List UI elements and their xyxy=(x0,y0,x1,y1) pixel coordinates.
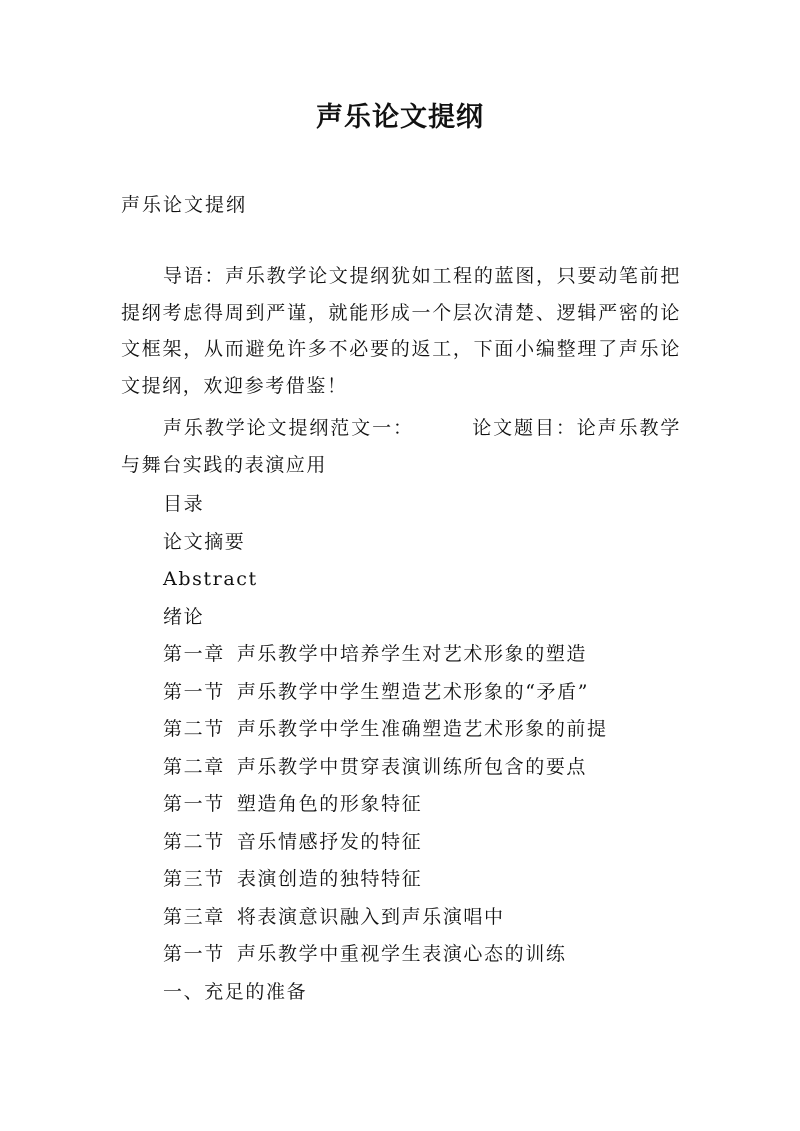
outline-item-text: 表演创造的独特特征 xyxy=(236,868,423,890)
intro-paragraph: 导语：声乐教学论文提纲犹如工程的蓝图，只要动笔前把提纲考虑得周到严谨，就能形成一个层次清楚、逻辑严密的论文框架，从而避免许多不必要的返工，下面小编整理了声乐论文提纲，欢迎参考借鉴！ xyxy=(121,265,681,397)
sample-label: 声乐教学论文提纲范文一： xyxy=(163,417,414,439)
outline-item-prefix: 第三节 xyxy=(163,868,225,890)
outline-item xyxy=(163,599,608,637)
outline-item xyxy=(163,899,608,937)
outline-item-text: 音乐情感抒发的特征 xyxy=(236,830,423,853)
outline-item-text: 声乐教学中学生塑造艺术形象的“矛盾” xyxy=(236,680,590,703)
outline-item xyxy=(163,486,608,524)
outline-item-prefix: 第三章 xyxy=(163,905,225,928)
outline-item-prefix: 第一节 xyxy=(163,680,225,703)
outline-item-text: 声乐教学中贯穿表演训练所包含的要点 xyxy=(236,755,588,778)
outline-item-text: 声乐教学中重视学生表演心态的训练 xyxy=(236,943,567,965)
outline-item xyxy=(163,524,608,562)
outline-item-text: 将表演意识融入到声乐演唱中 xyxy=(236,905,505,928)
outline-item xyxy=(163,674,608,712)
outline-item-text: 塑造角色的形象特征 xyxy=(236,793,423,815)
outline-item-text: 目录 xyxy=(163,493,205,515)
outline-item xyxy=(163,636,608,674)
outline-item-text: Abstract xyxy=(163,568,258,590)
outline-item xyxy=(163,861,608,899)
outline-item xyxy=(163,711,608,749)
outline-item-text: 一、充足的准备 xyxy=(163,980,308,1003)
outline-item-prefix: 第二章 xyxy=(163,755,225,778)
sample-paragraph xyxy=(121,410,681,483)
document-title: 声乐论文提纲 xyxy=(316,102,484,133)
outline-item-prefix: 第二节 xyxy=(163,830,225,853)
outline-item xyxy=(163,749,608,787)
outline-item xyxy=(163,824,608,862)
outline-list xyxy=(163,486,608,1011)
outline-item-text: 绪论 xyxy=(163,605,205,628)
document-subtitle: 声乐论文提纲 xyxy=(121,194,248,216)
outline-item xyxy=(163,974,608,1012)
outline-item-text: 声乐教学中学生准确塑造艺术形象的前提 xyxy=(236,718,608,740)
outline-item xyxy=(163,561,608,599)
outline-item-prefix: 第一章 xyxy=(163,643,225,665)
outline-item-prefix: 第一节 xyxy=(163,793,225,815)
outline-item xyxy=(163,786,608,824)
outline-item-text: 论文摘要 xyxy=(163,530,246,553)
outline-item xyxy=(163,936,608,974)
outline-item-text: 声乐教学中培养学生对艺术形象的塑造 xyxy=(236,643,588,665)
outline-item-prefix: 第一节 xyxy=(163,943,225,965)
sample-topic: 论文题目：论声乐教学与舞台实践的表演应用 xyxy=(121,417,681,476)
outline-item-prefix: 第二节 xyxy=(163,718,225,740)
